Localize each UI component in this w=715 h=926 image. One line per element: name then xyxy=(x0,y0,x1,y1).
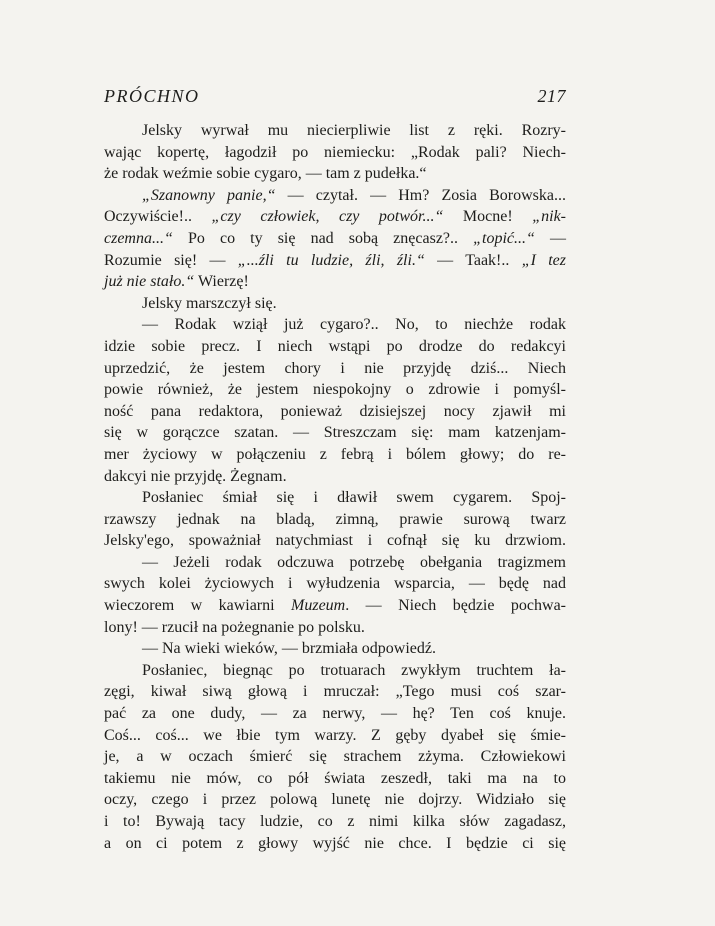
text-line xyxy=(104,789,566,811)
text-segment: że rodak weźmie sobie cygaro, — tam z pudełka.“ xyxy=(104,165,427,183)
text-segment: swych kolei życiowych i wyłudzenia wsparcia, — będę nad xyxy=(104,575,566,593)
text-line xyxy=(104,163,566,185)
text-line xyxy=(104,638,566,660)
text-line xyxy=(104,552,566,574)
text-line xyxy=(104,725,566,747)
text-line xyxy=(104,206,566,228)
text-segment: — Rodak wziął już cygaro?.. No, to niechże rodak xyxy=(142,316,566,334)
italic-quote: Muzeum xyxy=(291,597,346,615)
text-segment: a on ci potem z głowy wyjść nie chce. I będzie ci się xyxy=(104,834,566,852)
text-line xyxy=(104,401,566,423)
text-segment: je, a w oczach śmierć się strachem zżyma. Człowiekowi xyxy=(104,748,566,766)
text-line xyxy=(104,487,566,509)
page-number: 217 xyxy=(537,86,566,106)
text-segment: — czytał. — Hm? Zosia Borowska... xyxy=(275,186,567,204)
text-line xyxy=(104,466,566,488)
text-line xyxy=(104,422,566,444)
text-segment: Po co ty się nad sobą znęcasz?.. xyxy=(172,229,474,247)
italic-quote: „topić...“ xyxy=(473,229,535,247)
text-line xyxy=(104,573,566,595)
text-line xyxy=(104,703,566,725)
text-segment: . — Niech będzie pochwa- xyxy=(345,597,566,615)
text-segment: mer życiowy w połączeniu z febrą i bólem głowy; do re- xyxy=(104,445,566,463)
text-line xyxy=(104,379,566,401)
text-line xyxy=(104,185,566,207)
text-line xyxy=(104,530,566,552)
text-line xyxy=(104,746,566,768)
text-segment: wieczorem w kawiarni xyxy=(104,597,292,615)
body-text xyxy=(104,120,566,854)
text-segment: — xyxy=(534,229,567,247)
text-segment: Jelsky marszczył się. xyxy=(142,294,277,312)
text-segment: uprzedzić, że jestem chory i nie przyjdę dziś... Niech xyxy=(104,359,566,377)
text-segment: oczy, czego i przez polową lunetę nie dojrzy. Widziało się xyxy=(104,791,566,809)
text-line xyxy=(104,250,566,272)
text-segment: Oczywiście!.. xyxy=(104,208,212,226)
italic-quote: „czy człowiek, czy potwór...“ xyxy=(211,208,444,226)
text-line xyxy=(104,811,566,833)
text-segment: zęgi, kiwał siwą głową i mruczał: „Tego musi coś szar- xyxy=(104,683,566,701)
text-segment: pać za one dudy, — za nerwy, — hę? Ten coś knuje. xyxy=(104,705,566,723)
italic-quote: czemna...“ xyxy=(104,229,173,247)
text-segment: Mocne! xyxy=(443,208,533,226)
text-line xyxy=(104,617,566,639)
text-segment: Posłaniec, biegnąc po trotuarach zwykłym truchtem ła- xyxy=(142,661,566,679)
text-line xyxy=(104,660,566,682)
italic-quote: już nie stało.“ xyxy=(104,273,195,291)
text-line xyxy=(104,768,566,790)
running-head xyxy=(104,86,566,114)
text-segment: ność pana redaktora, ponieważ dzisiejszej nocy zjawił mi xyxy=(104,402,566,420)
text-line xyxy=(104,120,566,142)
text-segment: takiemu nie mów, co pół świata zeszedł, taki ma na to xyxy=(104,769,566,787)
italic-quote: „Szanowny panie,“ xyxy=(142,186,276,204)
text-segment: Posłaniec śmiał się i dławił swem cygarem. Spoj- xyxy=(142,489,566,507)
text-line xyxy=(104,358,566,380)
text-segment: dakcyi nie przyjdę. Żegnam. xyxy=(104,467,287,485)
italic-quote: „...źli tu ludzie, źli, źli.“ xyxy=(237,251,425,269)
text-line xyxy=(104,509,566,531)
text-segment: Jelsky wyrwał mu niecierpliwie list z ręki. Rozry- xyxy=(142,122,566,139)
text-line xyxy=(104,444,566,466)
text-segment: wając kopertę, łagodził po niemiecku: „Rodak pali? Niech- xyxy=(104,143,566,161)
text-segment: się w gorączce szatan. — Streszczam się: mam katzenjam- xyxy=(104,424,566,442)
text-segment: — Na wieki wieków, — brzmiała odpowiedź. xyxy=(142,640,436,658)
text-segment: rzawszy jednak na bladą, zimną, prawie surową twarz xyxy=(104,510,566,528)
running-head-title: PRÓCHNO xyxy=(104,86,200,106)
text-segment: Jelsky'ego, spoważniał natychmiast i cofnął się ku drzwiom. xyxy=(104,532,566,550)
text-segment: — Taak!.. xyxy=(424,251,522,269)
text-line xyxy=(104,681,566,703)
text-segment: i to! Bywają tacy ludzie, co z nimi kilka słów zagadasz, xyxy=(104,813,566,830)
text-segment: powie również, że jestem niespokojny o zdrowie i pomyśl- xyxy=(104,381,566,399)
text-line xyxy=(104,293,566,315)
text-segment: — Jeżeli rodak odczuwa potrzebę obełgania tragizmem xyxy=(142,553,566,571)
text-line xyxy=(104,228,566,250)
text-segment: idzie sobie precz. I niech wstąpi po drodze do redakcyi xyxy=(104,337,566,355)
italic-quote: „I tez xyxy=(521,251,566,269)
text-segment: Rozumie się! — xyxy=(104,251,238,269)
italic-quote: „nik- xyxy=(532,208,566,226)
text-line xyxy=(104,336,566,358)
text-segment: Coś... coś... we łbie tym warzy. Z gęby dyabeł się śmie- xyxy=(104,726,566,744)
text-segment: lony! — rzucił na pożegnanie po polsku. xyxy=(104,618,365,636)
text-segment: Wierzę! xyxy=(194,273,249,291)
text-line xyxy=(104,142,566,164)
text-line xyxy=(104,595,566,617)
text-line xyxy=(104,271,566,293)
text-line xyxy=(104,833,566,855)
text-line xyxy=(104,314,566,336)
